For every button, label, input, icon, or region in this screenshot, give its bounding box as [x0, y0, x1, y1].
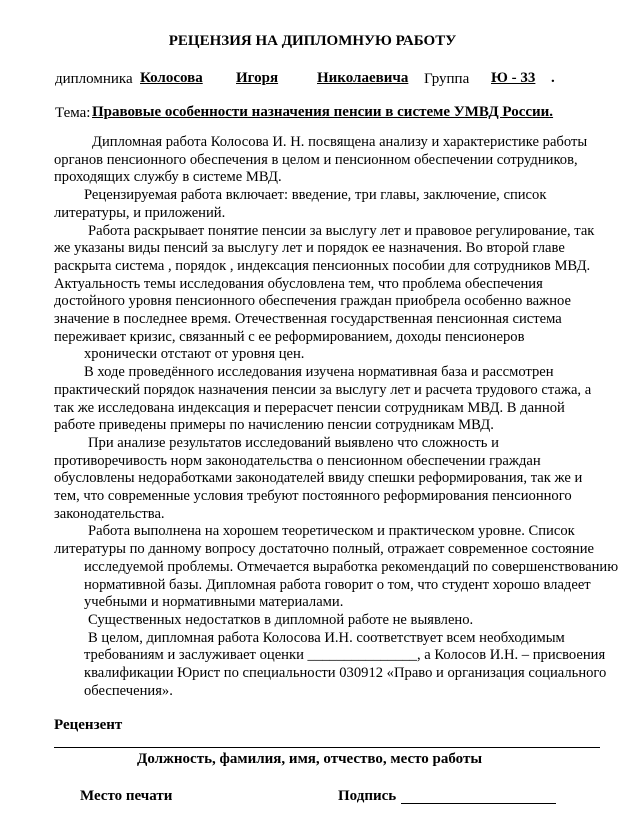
document-title: РЕЦЕНЗИЯ НА ДИПЛОМНУЮ РАБОТУ — [168, 33, 457, 49]
student-patronymic: Николаевича — [317, 70, 409, 86]
signature-label: Подпись — [338, 788, 397, 804]
body-line: При анализе результатов исследований выявлено что сложность и — [88, 434, 499, 451]
body-line: Существенных недостатков в дипломной работе не выявлено. — [88, 611, 474, 628]
group-value: Ю - 33 — [491, 70, 536, 86]
stamp-label: Место печати — [80, 788, 173, 804]
body-line: раскрыта система , порядок , индексация пенсионных пособии для сотрудников МВД. — [54, 257, 591, 274]
review-body — [54, 134, 619, 701]
body-line: литературы по данному вопросу достаточно полный, отражает современное состояние — [54, 541, 594, 558]
body-line: тем, что современные условия требуют постоянного реформирования пенсионного — [54, 488, 572, 505]
topic-value: Правовые особенности назначения пенсии в системе УМВД России. — [92, 104, 554, 120]
body-line: обусловлены недоработками законодателей ввиду спешки реформирования, так же и — [54, 470, 583, 487]
body-line: нормативной базы. Дипломная работа говорит о том, что студент хорошо владеет — [84, 576, 591, 593]
body-line: противоречивость норм законодательства о пенсионном обеспечении граждан — [54, 452, 541, 469]
student-first-name: Игоря — [236, 70, 279, 86]
body-line: обеспечения». — [84, 682, 173, 699]
body-line: так же исследована индексация и перерасчет пенсии сотрудникам МВД. В данной — [54, 399, 565, 416]
body-line: В ходе проведённого исследования изучена нормативная база и рассмотрен — [84, 364, 554, 381]
body-line: Актуальность темы исследования обусловлена тем, что проблема обеспечения — [54, 275, 543, 292]
body-line: Работа раскрывает понятие пенсии за выслугу лет и правовое регулирование, так — [88, 222, 595, 239]
body-line: Работа выполнена на хорошем теоретическом и практическом уровне. Список — [88, 523, 575, 540]
body-line: переживает кризис, связанный с ее реформированием, доходы пенсионеров — [54, 328, 525, 345]
body-line: же указаны виды пенсий за выслугу лет и порядок ее назначения. Во второй главе — [54, 240, 565, 257]
body-line: практический порядок назначения пенсии за выслугу лет и расчета трудового стажа, а — [54, 381, 592, 398]
group-dot: . — [551, 70, 555, 86]
body-line: Рецензируемая работа включает: введение, три главы, заключение, список — [84, 187, 547, 204]
student-label: дипломника — [55, 71, 133, 87]
reviewer-label: Рецензент — [54, 717, 123, 733]
body-line: требованиям и заслуживает оценки _______________, а Колосов И.Н. – присвоения — [84, 647, 606, 664]
body-line: проходящих службу в системе МВД. — [54, 169, 282, 186]
body-line: литературы, и приложений. — [54, 204, 226, 221]
position-caption: Должность, фамилия, имя, отчество, место работы — [137, 751, 483, 767]
body-line: законодательства. — [54, 505, 165, 522]
body-line: достойного уровня пенсионного обеспечения граждан приобрела особенно важное — [54, 293, 571, 310]
signature-line — [401, 803, 556, 804]
student-last-name: Колосова — [140, 70, 203, 86]
body-line: работе приведены примеры по начислению пенсии сотрудникам МВД. — [54, 417, 494, 434]
body-line: хронически отстают от уровня цен. — [84, 346, 305, 363]
body-line: В целом, дипломная работа Колосова И.Н. соответствует всем необходимым — [88, 629, 565, 646]
body-line: учебными и нормативными материалами. — [84, 594, 344, 611]
body-line: Дипломная работа Колосова И. Н. посвящена анализу и характеристике работы — [92, 134, 588, 150]
reviewer-signature-line — [54, 747, 600, 748]
body-line: органов пенсионного обеспечения в целом и пенсионном обеспечении сотрудников, — [54, 151, 578, 168]
body-line: исследуемой проблемы. Отмечается выработка рекомендаций по совершенствованию — [84, 558, 619, 575]
body-line: значение в последнее время. Отечественная государственная пенсионная система — [54, 311, 562, 328]
body-line: квалификации Юрист по специальности 030912 «Право и организация социального — [84, 665, 607, 682]
group-label: Группа — [424, 71, 470, 87]
topic-label: Тема: — [55, 105, 91, 121]
